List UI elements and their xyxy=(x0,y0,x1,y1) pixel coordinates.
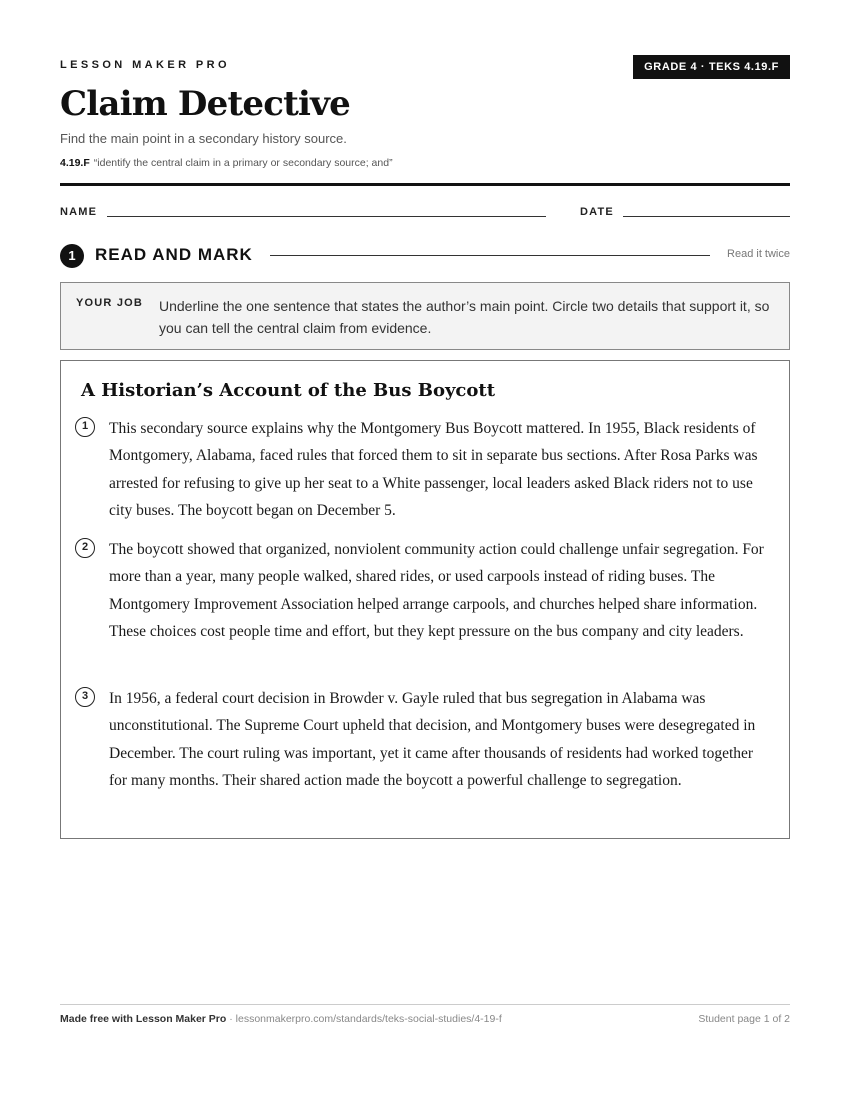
section-header xyxy=(60,243,790,269)
footer-made-with: Made free with Lesson Maker Pro xyxy=(60,1013,227,1025)
standard-line xyxy=(60,157,393,169)
name-field[interactable] xyxy=(107,216,546,217)
reading-passage xyxy=(60,360,790,839)
reading-title: A Historian’s Account of the Bus Boycott xyxy=(81,380,496,401)
grade-badge: GRADE 4 · TEKS 4.19.F xyxy=(633,55,790,79)
name-date-row xyxy=(60,204,790,220)
your-job-text: Underline the one sentence that states the author’s main point. Circle two details that support it, so you can tell the central claim from evidence. xyxy=(159,298,770,336)
section-note: Read it twice xyxy=(727,248,790,260)
footer-divider xyxy=(60,1004,790,1005)
paragraph-number: 3 xyxy=(75,687,95,707)
paragraph-number: 2 xyxy=(75,538,95,558)
your-job-box xyxy=(60,282,790,350)
date-label: DATE xyxy=(580,206,614,218)
step-number-badge: 1 xyxy=(60,244,84,268)
section-rule xyxy=(270,255,710,256)
footer-page-label: Student page 1 of 2 xyxy=(698,1013,790,1025)
header-top xyxy=(60,55,790,79)
brand-name: LESSON MAKER PRO xyxy=(60,59,230,71)
footer-credit xyxy=(60,1013,502,1025)
your-job-label: YOUR JOB xyxy=(76,297,144,309)
header-divider xyxy=(60,183,790,186)
worksheet-page xyxy=(60,0,790,1100)
page-title: Claim Detective xyxy=(60,84,350,124)
date-field[interactable] xyxy=(623,216,790,217)
standard-text: “identify the central claim in a primary or secondary source; and” xyxy=(93,157,393,169)
section-title: READ AND MARK xyxy=(95,245,253,264)
paragraph-text: The boycott showed that organized, nonviolent community action could challenge unfair segregation. For more than a year, many people walked, shared rides, or used carpools instead of riding buses. The Montgomery Improvement Association helped arrange carpools, and churches helped share information. These choices cost people time and effort, but they kept pressure on the bus company and city leaders. xyxy=(109,541,764,641)
name-label: NAME xyxy=(60,206,98,218)
footer-url[interactable]: · lessonmakerpro.com/standards/teks-social-studies/4-19-f xyxy=(226,1013,502,1025)
standard-code: 4.19.F xyxy=(60,157,90,169)
paragraph-text: This secondary source explains why the Montgomery Bus Boycott mattered. In 1955, Black residents of Montgomery, Alabama, faced rules that forced them to sit in separate bus sections. After Rosa Parks was arrested for refusing to give up her seat to a White passenger, local leaders asked Black riders not to use city buses. The boycott began on December 5. xyxy=(109,420,758,520)
page-subtitle: Find the main point in a secondary history source. xyxy=(60,131,347,146)
paragraph-number: 1 xyxy=(75,417,95,437)
paragraph-text: In 1956, a federal court decision in Browder v. Gayle ruled that bus segregation in Alabama was unconstitutional. The Supreme Court upheld that decision, and Montgomery buses were desegregated in December. The court ruling was important, yet it came after thousands of residents had worked together for many months. Their shared action made the boycott a powerful challenge to segregation. xyxy=(109,690,756,790)
